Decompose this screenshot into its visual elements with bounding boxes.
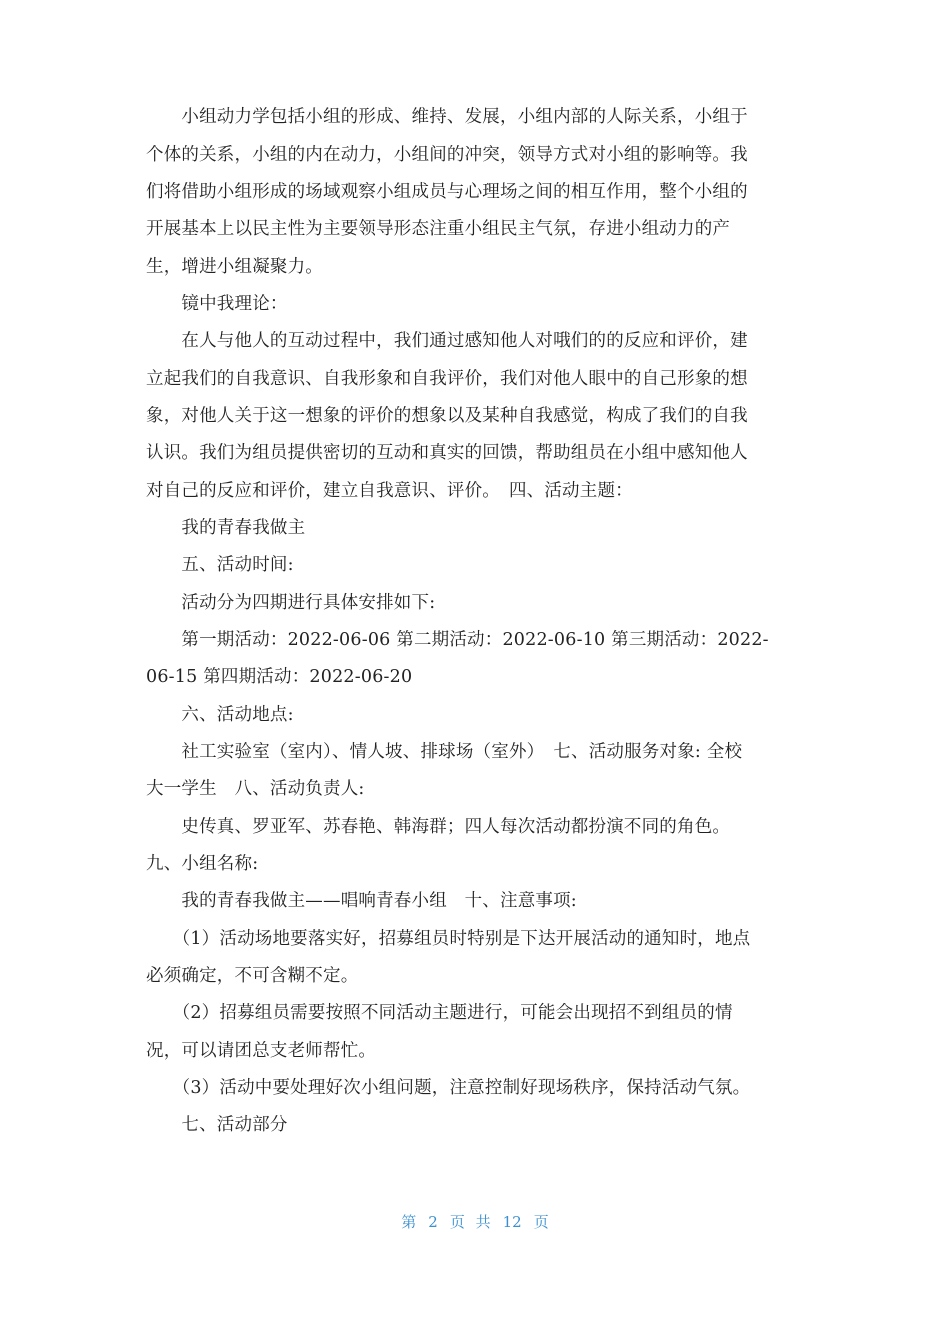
paragraph-line: （2）招募组员需要按照不同活动主题进行，可能会出现招不到组员的情 xyxy=(146,1003,733,1023)
paragraph-line: 认识。我们为组员提供密切的互动和真实的回馈，帮助组员在小组中感知他人 xyxy=(146,443,748,463)
paragraph-line: 们将借助小组形成的场域观察小组成员与心理场之间的相互作用，整个小组的 xyxy=(146,182,748,202)
paragraph-line: 象，对他人关于这一想象的评价的想象以及某种自我感觉，构成了我们的自我 xyxy=(146,406,748,426)
paragraph-line: 对自己的反应和评价，建立自我意识、评价。 四、活动主题： xyxy=(146,481,633,501)
section-heading: 六、活动地点: xyxy=(146,705,294,725)
paragraph-line: 社工实验室（室内）、情人坡、排球场（室外） 七、活动服务对象: 全校 xyxy=(146,742,743,762)
current-page-number: 2 xyxy=(428,1213,438,1231)
paragraph-line: 个体的关系，小组的内在动力，小组间的冲突，领导方式对小组的影响等。我 xyxy=(146,145,748,165)
paragraph-line: 我的青春我做主——唱响青春小组 十、注意事项: xyxy=(146,891,577,911)
paragraph-line: 第一期活动：2022-06-06 第二期活动：2022-06-10 第三期活动：2022- xyxy=(146,630,769,650)
paragraph-line: 史传真、罗亚军、苏春艳、韩海群；四人每次活动都扮演不同的角色。 xyxy=(146,817,731,837)
section-heading: 五、活动时间: xyxy=(146,555,294,575)
paragraph-line: 况，可以请团总支老师帮忙。 xyxy=(146,1041,377,1061)
footer-mid: 页 共 xyxy=(449,1213,491,1231)
paragraph-line: 在人与他人的互动过程中，我们通过感知他人对哦们的的反应和评价，建 xyxy=(146,331,748,351)
section-heading: 七、活动部分 xyxy=(146,1115,288,1135)
paragraph-line: （3）活动中要处理好次小组问题，注意控制好现场秩序，保持活动气氛。 xyxy=(146,1078,751,1098)
total-pages-number: 12 xyxy=(502,1213,522,1231)
paragraph-line: （1）活动场地要落实好，招募组员时特别是下达开展活动的通知时，地点 xyxy=(146,929,751,949)
paragraph-line: 小组动力学包括小组的形成、维持、发展，小组内部的人际关系，小组于 xyxy=(146,107,748,127)
paragraph-line: 立起我们的自我意识、自我形象和自我评价，我们对他人眼中的自己形象的想 xyxy=(146,369,748,389)
page-footer xyxy=(0,1210,950,1234)
paragraph-line: 生，增进小组凝聚力。 xyxy=(146,257,323,277)
section-heading: 镜中我理论： xyxy=(146,294,288,314)
paragraph-line: 06-15 第四期活动：2022-06-20 xyxy=(146,667,413,687)
paragraph-line: 我的青春我做主 xyxy=(146,518,306,538)
footer-prefix: 第 xyxy=(401,1213,417,1231)
paragraph-line: 必须确定，不可含糊不定。 xyxy=(146,966,359,986)
paragraph-line: 开展基本上以民主性为主要领导形态注重小组民主气氛，存进小组动力的产 xyxy=(146,219,731,239)
footer-suffix: 页 xyxy=(533,1213,549,1231)
paragraph-line: 活动分为四期进行具体安排如下: xyxy=(146,593,436,613)
paragraph-line: 大一学生 八、活动负责人: xyxy=(146,779,365,799)
section-heading: 九、小组名称: xyxy=(146,854,259,874)
